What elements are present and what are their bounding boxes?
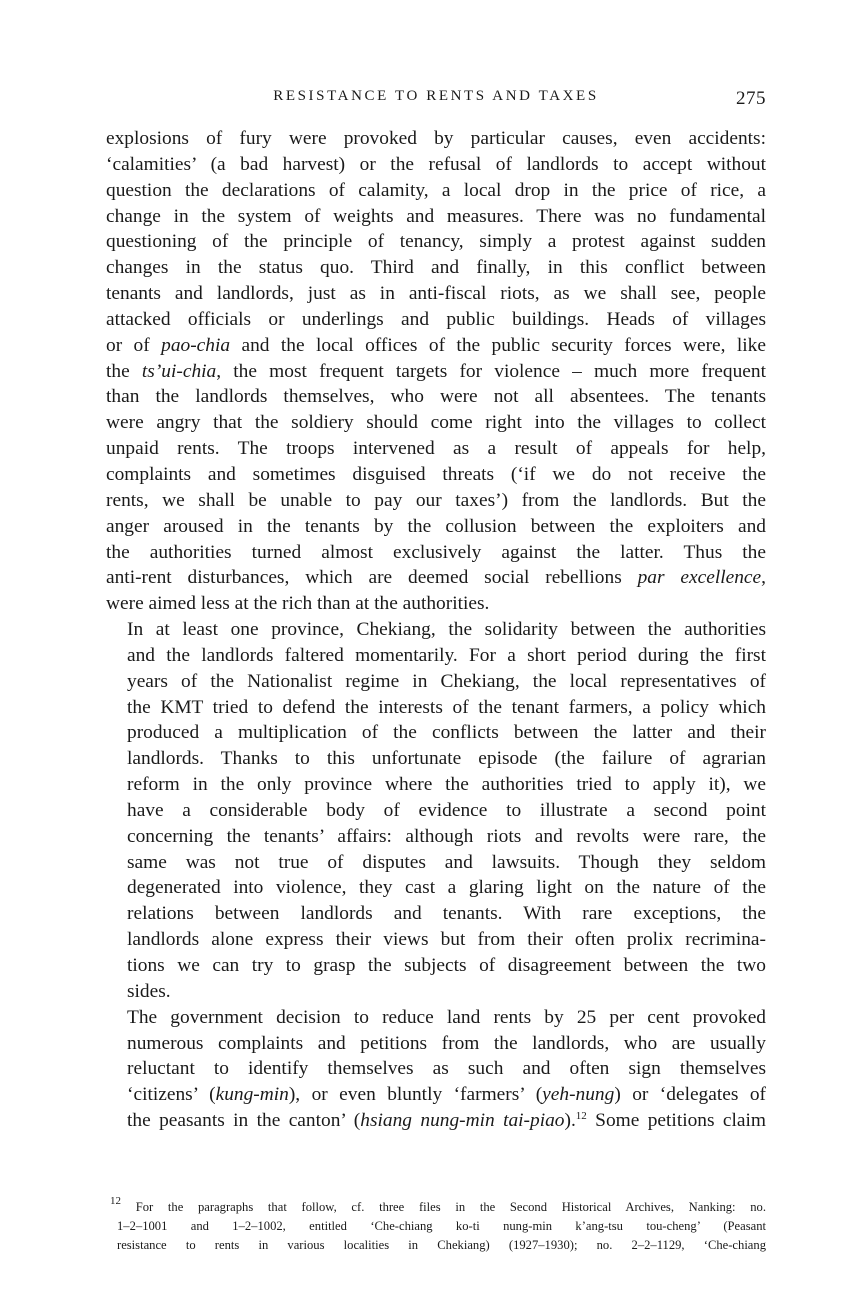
text-line: tenants and landlords, just as in anti-fiscal riots, as we shall see, people xyxy=(106,283,766,305)
text-line: sides. xyxy=(127,980,171,1002)
text-line: unpaid rents. The troops intervened as a result of appeals for help, xyxy=(106,438,766,460)
text-line: anti-rent disturbances, which are deemed social rebellions par excellence, xyxy=(106,567,766,589)
text-line: anger aroused in the tenants by the collusion between the exploiters and xyxy=(106,515,766,537)
text-line: question the declarations of calamity, a local drop in the price of rice, a xyxy=(106,179,766,201)
text-line: ‘calamities’ (a bad harvest) or the refusal of landlords to accept without xyxy=(106,153,766,175)
text-line: relations between landlords and tenants. With rare exceptions, the xyxy=(127,903,766,925)
footnote xyxy=(106,1195,766,1255)
text-line: have a considerable body of evidence to illustrate a second point xyxy=(127,799,766,821)
text-line: attacked officials or underlings and public buildings. Heads of villages xyxy=(106,308,766,330)
text-line: or of pao-chia and the local offices of the public security forces were, like xyxy=(106,334,766,356)
text-line: reform in the only province where the authorities tried to apply it), we xyxy=(127,774,766,796)
text-line: ‘citizens’ (kung-min), or even bluntly ‘farmers’ (yeh-nung) or ‘delegates of xyxy=(127,1084,766,1106)
text-line: landlords alone express their views but from their often prolix recrimina- xyxy=(127,929,766,951)
page-number: 275 xyxy=(736,88,766,109)
text-line: complaints and sometimes disguised threats (‘if we do not receive the xyxy=(106,463,766,485)
text-line: change in the system of weights and measures. There was no fundamental xyxy=(106,205,766,227)
footnote-line: 1–2–1001 and 1–2–1002, entitled ‘Che-chiang ko-ti nung-min k’ang-tsu tou-cheng’ (Peasant xyxy=(117,1219,766,1233)
text-line: the KMT tried to defend the interests of the tenant farmers, a policy which xyxy=(127,696,766,718)
text-line: landlords. Thanks to this unfortunate episode (the failure of agrarian xyxy=(127,748,766,770)
text-line: rents, we shall be unable to pay our taxes’) from the landlords. But the xyxy=(106,489,766,511)
footnote-line: resistance to rents in various localities in Chekiang) (1927–1930); no. 2–2–1129, ‘Che-chiang xyxy=(117,1238,766,1252)
text-line: numerous complaints and petitions from the landlords, who are usually xyxy=(127,1032,766,1054)
text-line: the authorities turned almost exclusively against the latter. Thus the xyxy=(106,541,766,563)
text-line: changes in the status quo. Third and finally, in this conflict between xyxy=(106,257,766,279)
running-head: RESISTANCE TO RENTS AND TAXES xyxy=(273,88,599,104)
text-line: the ts’ui-chia, the most frequent targets for violence – much more frequent xyxy=(106,360,766,382)
text-line: tions we can try to grasp the subjects of disagreement between the two xyxy=(127,955,766,976)
text-line: were angry that the soldiery should come right into the villages to collect xyxy=(106,412,766,434)
text-line: questioning of the principle of tenancy, simply a protest against sudden xyxy=(106,231,766,253)
text-line: were aimed less at the rich than at the authorities. xyxy=(106,593,490,615)
text-line: same was not true of disputes and lawsuits. Though they seldom xyxy=(127,851,766,873)
text-line: years of the Nationalist regime in Chekiang, the local representatives of xyxy=(127,670,766,692)
text-line: concerning the tenants’ affairs: although riots and revolts were rare, the xyxy=(127,825,766,847)
paragraph-1 xyxy=(106,126,766,617)
text-line: In at least one province, Chekiang, the solidarity between the authorities xyxy=(127,619,766,641)
body-text xyxy=(106,126,766,1134)
text-line: than the landlords themselves, who were not all absentees. The tenants xyxy=(106,386,766,408)
footnote-line: $^{12}$ For the paragraphs that follow, cf. three files in the Second Historical Archives, Nanking: no. xyxy=(110,1195,766,1214)
paragraph-2 xyxy=(106,617,766,1005)
footnote-marker: 12 xyxy=(110,1195,121,1207)
text-line: degenerated into violence, they cast a glaring light on the nature of the xyxy=(127,877,766,899)
text-line: reluctant to identify themselves as such and often sign themselves xyxy=(127,1058,766,1080)
text-line: The government decision to reduce land rents by 25 per cent provoked xyxy=(127,1006,766,1028)
text-line: produced a multiplication of the conflicts between the latter and their xyxy=(127,722,766,744)
text-line: the peasants in the canton’ (hsiang nung-min tai-piao).$^{12}$ Some petitions claim xyxy=(127,1110,766,1132)
paragraph-3 xyxy=(106,1005,766,1134)
page-header xyxy=(106,88,766,114)
text-line: explosions of fury were provoked by particular causes, even accidents: xyxy=(106,128,766,149)
text-line: and the landlords faltered momentarily. For a short period during the first xyxy=(127,644,766,666)
